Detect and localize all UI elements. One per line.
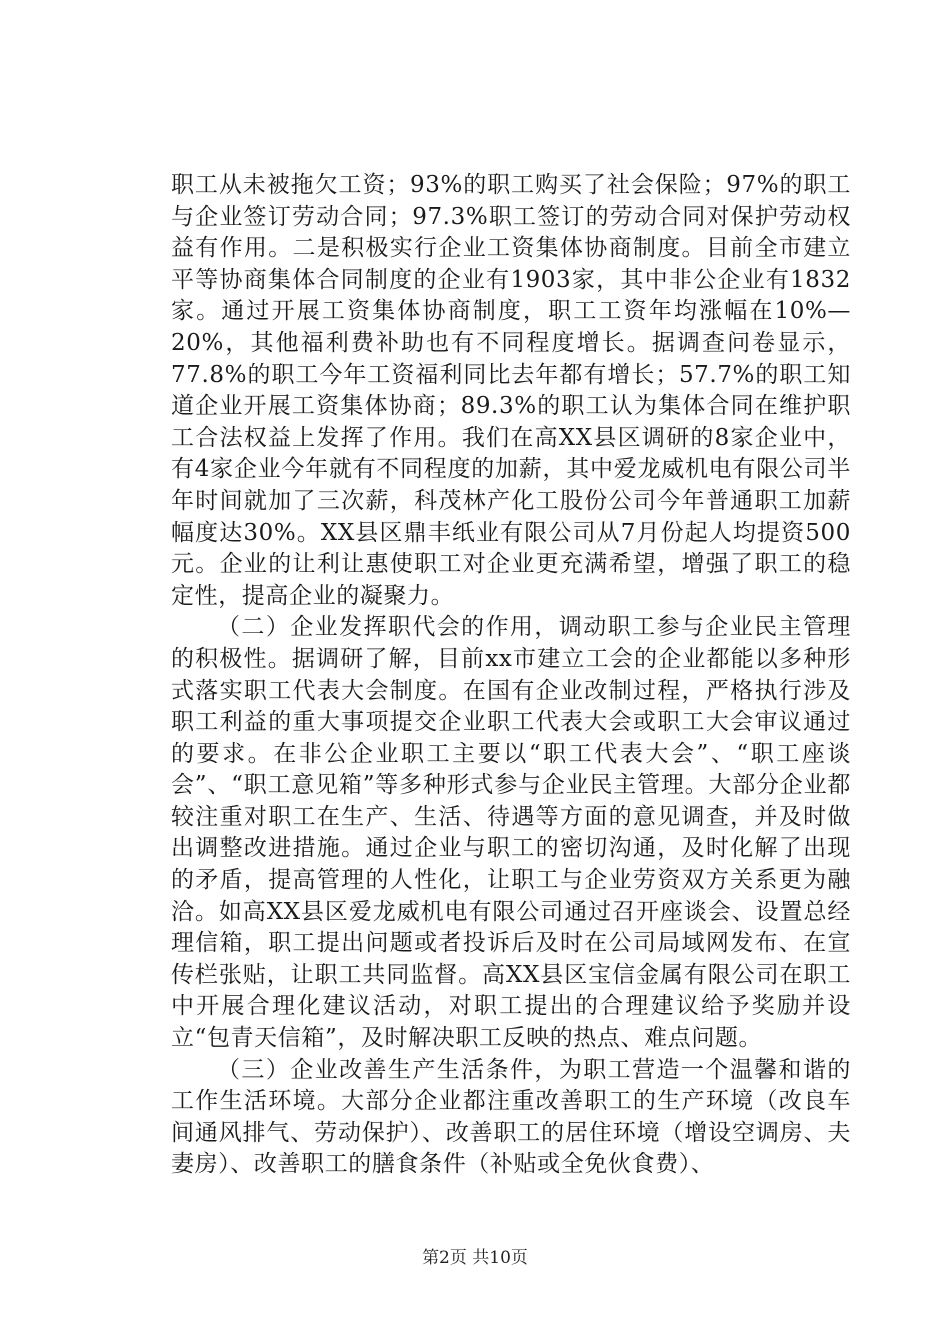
document-body — [171, 170, 851, 1181]
paragraph-1: 职工从未被拖欠工资；93%的职工购买了社会保险；97%的职工与企业签订劳动合同；97.3%职工签订的劳动合同对保护劳动权益有作用。二是积极实行企业工资集体协商制度。目前全市建立平等协商集体合同制度的企业有1903家，其中非公企业有1832家。通过开展工资集体协商制度，职工工资年均涨幅在10%—20%，其他福利费补助也有不同程度增长。据调查问卷显示，77.8%的职工今年工资福利同比去年都有增长；57.7%的职工知道企业开展工资集体协商；89.3%的职工认为集体合同在维护职工合法权益上发挥了作用。我们在高XX县区调研的8家企业中，有4家企业今年就有不同程度的加薪，其中爱龙威机电有限公司半年时间就加了三次薪，科茂林产化工股份公司今年普通职工加薪幅度达30%。XX县区鼎丰纸业有限公司从7月份起人均提资500元。企业的让利让惠使职工对企业更充满希望，增强了职工的稳定性，提高企业的凝聚力。 — [171, 172, 851, 609]
page-footer: 第2页 共10页 — [422, 1248, 528, 1268]
paragraph-3: （三）企业改善生产生活条件，为职工营造一个温馨和谐的工作生活环境。大部分企业都注重改善职工的生产环境（改良车间通风排气、劳动保护）、改善职工的居住环境（增设空调房、夫妻房）、改善职工的膳食条件（补贴或全免伙食费）、 — [171, 1056, 851, 1178]
paragraph-2: （二）企业发挥职代会的作用，调动职工参与企业民主管理的积极性。据调研了解，目前xx市建立工会的企业都能以多种形式落实职工代表大会制度。在国有企业改制过程，严格执行涉及职工利益的重大事项提交企业职工代表大会或职工大会审议通过的要求。在非公企业职工主要以“职工代表大会”、“职工座谈会”、“职工意见箱”等多种形式参与企业民主管理。大部分企业都较注重对职工在生产、生活、待遇等方面的意见调查，并及时做出调整改进措施。通过企业与职工的密切沟通，及时化解了出现的矛盾，提高管理的人性化，让职工与企业劳资双方关系更为融洽。如高XX县区爱龙威机电有限公司通过召开座谈会、设置总经理信箱，职工提出问题或者投诉后及时在公司局域网发布、在宣传栏张贴，让职工共同监督。高XX县区宝信金属有限公司在职工中开展合理化建议活动，对职工提出的合理建议给予奖励并设立“包青天信箱”，及时解决职工反映的热点、难点问题。 — [171, 614, 851, 1052]
